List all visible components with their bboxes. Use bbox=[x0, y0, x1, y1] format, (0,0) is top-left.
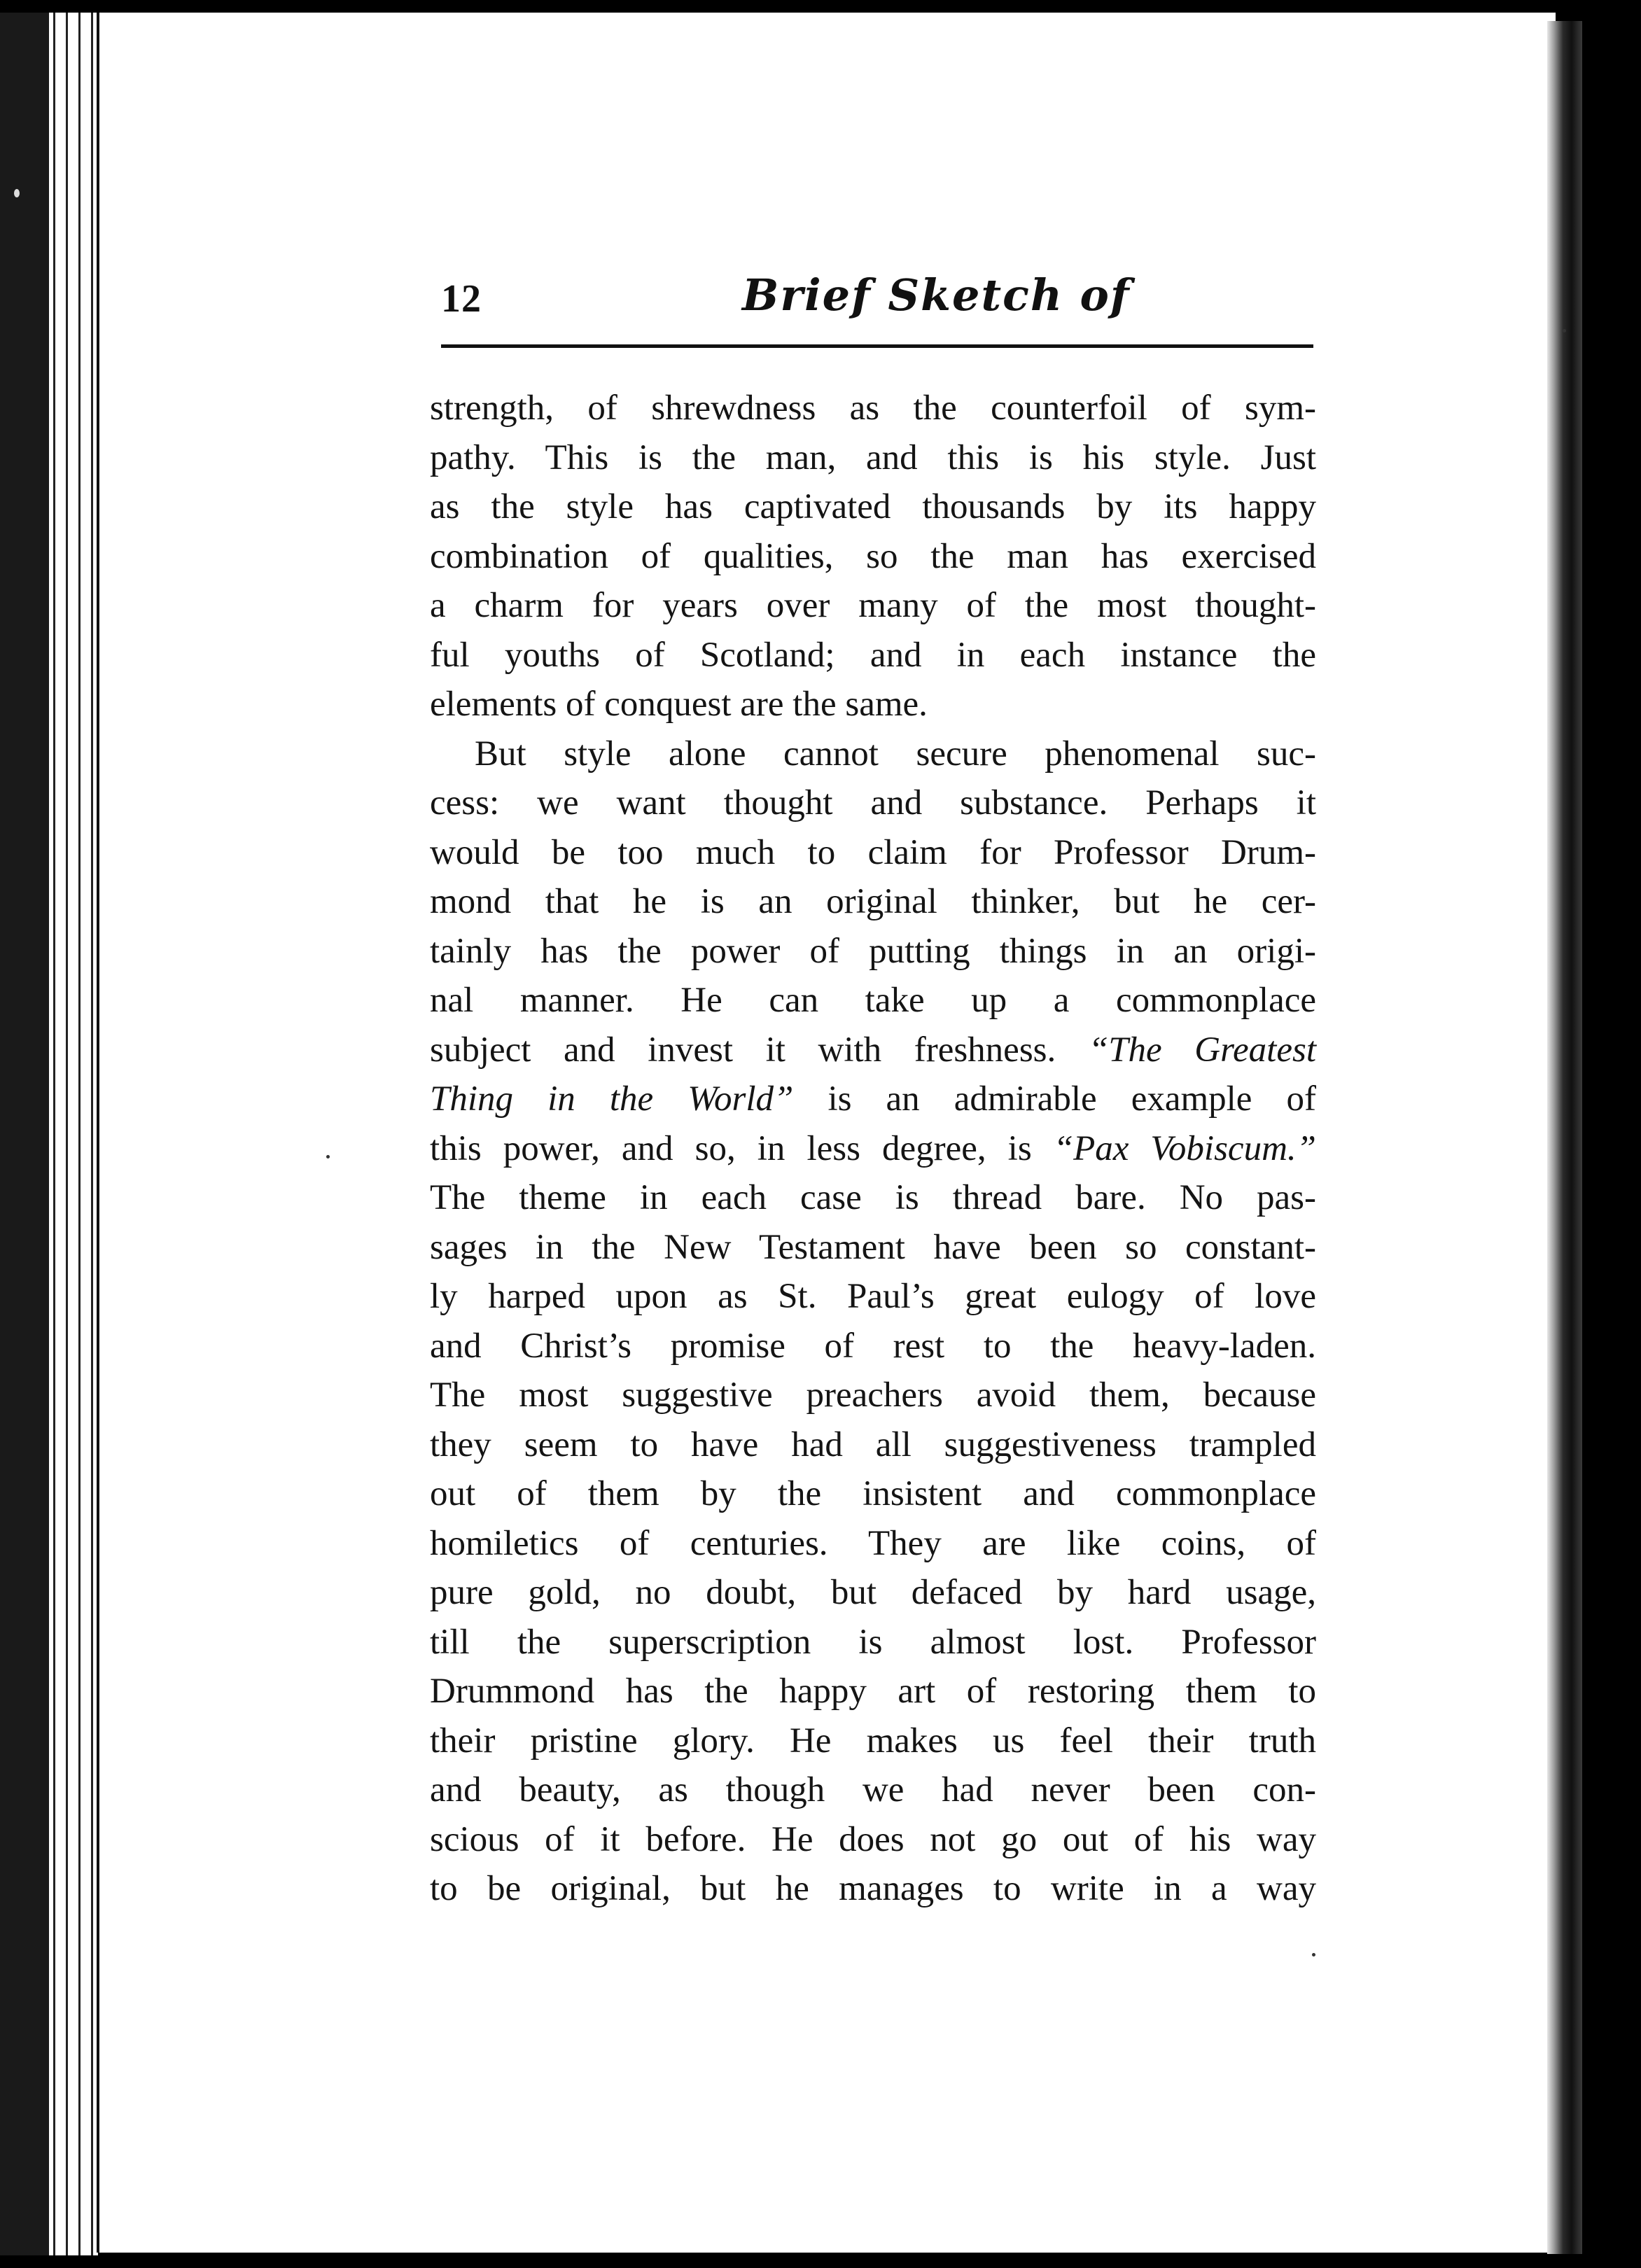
text-line: and beauty, as though we had never been con- bbox=[430, 1770, 1316, 1809]
text-line: they seem to have had all suggestiveness trampled bbox=[430, 1424, 1316, 1464]
text-line: as the style has captivated thousands by its happy bbox=[430, 487, 1316, 526]
text-line: homiletics of centuries. They are like coins, of bbox=[430, 1523, 1316, 1563]
text-line: The most suggestive preachers avoid them, because bbox=[430, 1376, 1316, 1415]
header-rule bbox=[441, 344, 1313, 348]
dust-speck bbox=[14, 189, 20, 197]
bottom-border bbox=[0, 2255, 1641, 2268]
book-title: “Pax Vobiscum.” bbox=[1053, 1128, 1317, 1168]
right-gutter bbox=[1582, 0, 1641, 2268]
page-stack-edges bbox=[49, 0, 98, 2268]
text-line: a charm for years over many of the most thought- bbox=[430, 586, 1316, 625]
text-line: would be too much to claim for Professor Drum- bbox=[430, 832, 1316, 872]
text-line: out of them by the insistent and commonplace bbox=[430, 1474, 1316, 1513]
text-line: ly harped upon as St. Paul’s great eulogy of love bbox=[430, 1277, 1316, 1316]
right-page-shadow bbox=[1547, 21, 1582, 2254]
text-line: nal manner. He can take up a commonplace bbox=[430, 981, 1316, 1020]
text-line: pathy. This is the man, and this is his style. Just bbox=[430, 438, 1316, 477]
dust-speck bbox=[1563, 329, 1566, 332]
text-line: elements of conquest are the same. bbox=[430, 685, 928, 724]
text-line: combination of qualities, so the man has exercised bbox=[430, 536, 1316, 576]
dust-speck bbox=[326, 1155, 330, 1158]
body-text bbox=[430, 384, 1316, 1914]
top-border bbox=[0, 0, 1641, 13]
text-line: their pristine glory. He makes us feel their truth bbox=[430, 1721, 1316, 1760]
left-gutter bbox=[0, 0, 49, 2268]
text-segment: subject and invest it with freshness. bbox=[430, 1030, 1089, 1070]
text-line: Drummond has the happy art of restoring them to bbox=[430, 1672, 1316, 1711]
running-head: Brief Sketch of bbox=[742, 270, 1131, 321]
text-segment: is an admirable example of bbox=[793, 1079, 1316, 1119]
text-line bbox=[430, 1074, 1316, 1124]
text-line: to be original, but he manages to write in a way bbox=[430, 1869, 1316, 1908]
text-line: and Christ’s promise of rest to the heavy-laden. bbox=[430, 1326, 1316, 1366]
text-line: tainly has the power of putting things in an origi- bbox=[430, 931, 1316, 971]
page-number: 12 bbox=[441, 277, 482, 321]
text-line: strength, of shrewdness as the counterfoil of sym- bbox=[430, 388, 1316, 428]
page-header bbox=[441, 270, 1316, 346]
dust-speck bbox=[1312, 1953, 1315, 1956]
text-line: ful youths of Scotland; and in each instance the bbox=[430, 635, 1316, 675]
text-line: pure gold, no doubt, but defaced by hard usage, bbox=[430, 1573, 1316, 1612]
text-line bbox=[430, 1026, 1316, 1075]
text-line bbox=[430, 1124, 1316, 1174]
text-line: The theme in each case is thread bare. No pas- bbox=[430, 1178, 1316, 1217]
text-segment: this power, and so, in less degree, is bbox=[430, 1128, 1054, 1168]
book-title: Thing in the World” bbox=[430, 1079, 794, 1119]
text-line: scious of it before. He does not go out of his way bbox=[430, 1819, 1316, 1859]
text-line: mond that he is an original thinker, but he cer- bbox=[430, 882, 1316, 921]
text-line: But style alone cannot secure phenomenal suc- bbox=[475, 734, 1316, 774]
text-line: till the superscription is almost lost. Professor bbox=[430, 1622, 1316, 1662]
book-title: “The Greatest bbox=[1088, 1030, 1316, 1070]
text-line: sages in the New Testament have been so constant- bbox=[430, 1227, 1316, 1267]
text-line: cess: we want thought and substance. Perhaps it bbox=[430, 783, 1316, 822]
